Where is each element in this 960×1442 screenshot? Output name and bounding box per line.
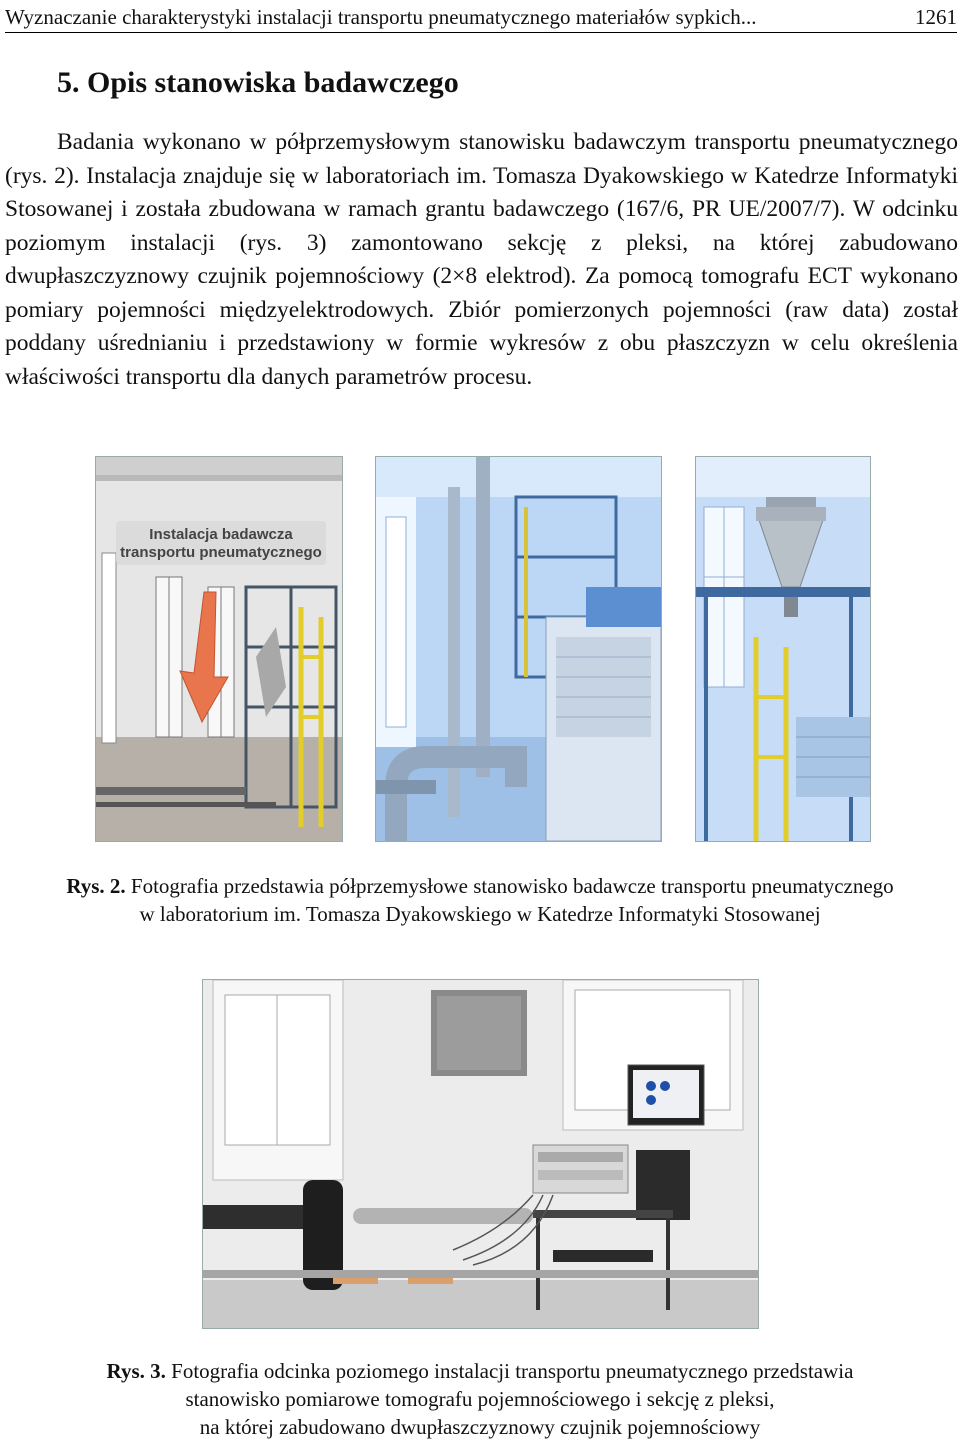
- photo-silo-platform: [695, 456, 871, 842]
- figure2-caption-line2: w laboratorium im. Tomasza Dyakowskiego w Katedrze Informatyki Stosowanej: [139, 902, 821, 926]
- page-number: 1261: [915, 4, 957, 29]
- figure3-caption-line2: stanowisko pomiarowe tomografu pojemnościowego i sekcję z pleksi,: [185, 1387, 775, 1411]
- photo-label-line2: transportu pneumatycznego: [120, 544, 322, 561]
- photo-measurement-station: [202, 979, 759, 1329]
- figure2-caption: [0, 872, 960, 928]
- figure2-caption-line1: Fotografia przedstawia półprzemysłowe stanowisko badawcze transportu pneumatycznego: [130, 874, 894, 898]
- figure3-caption-line1: Fotografia odcinka poziomego instalacji transportu pneumatycznego przedstawia: [171, 1359, 854, 1383]
- figure3-caption-label: Rys. 3.: [106, 1359, 166, 1383]
- figure3-caption-line3: na której zabudowano dwupłaszczyznowy czujnik pojemnościowy: [199, 1415, 761, 1439]
- running-header: [5, 2, 957, 33]
- photo-installation-pipes: [375, 456, 662, 842]
- section-title: 5. Opis stanowiska badawczego: [57, 66, 459, 99]
- body-paragraph: Badania wykonano w półprzemysłowym stanowisku badawczym transportu pneumatycznego (rys. 2). Instalacja znajduje się w laboratoriach im. Tomasza Dyakowskiego w Katedrze Informatyki Stosowanej i została zbudowana w ramach grantu badawczego (167/6, PR UE/2007/7). W odcinku poziomym instalacji (rys. 3) zamontowano sekcję z pleksi, na której zabudowano dwupłaszczyznowy czujnik pojemnościowy (2×8 elektrod). Za pomocą tomografu ECT wykonano pomiary pojemności międzyelektrodowych. Zbiór pomierzonych pojemności (raw data) został poddany uśrednianiu i przedstawiony w formie wykresów z obu płaszczyzn w celu określenia właściwości transportu dla danych parametrów procesu.: [5, 129, 958, 390]
- running-title: Wyznaczanie charakterystyki instalacji transportu pneumatycznego materiałów sypkich...: [5, 4, 757, 29]
- photo-label-line1: Instalacja badawcza: [149, 526, 293, 543]
- photo-lab-hall: [95, 456, 343, 842]
- figure2-caption-label: Rys. 2.: [66, 874, 126, 898]
- figure3-caption: [0, 1357, 960, 1441]
